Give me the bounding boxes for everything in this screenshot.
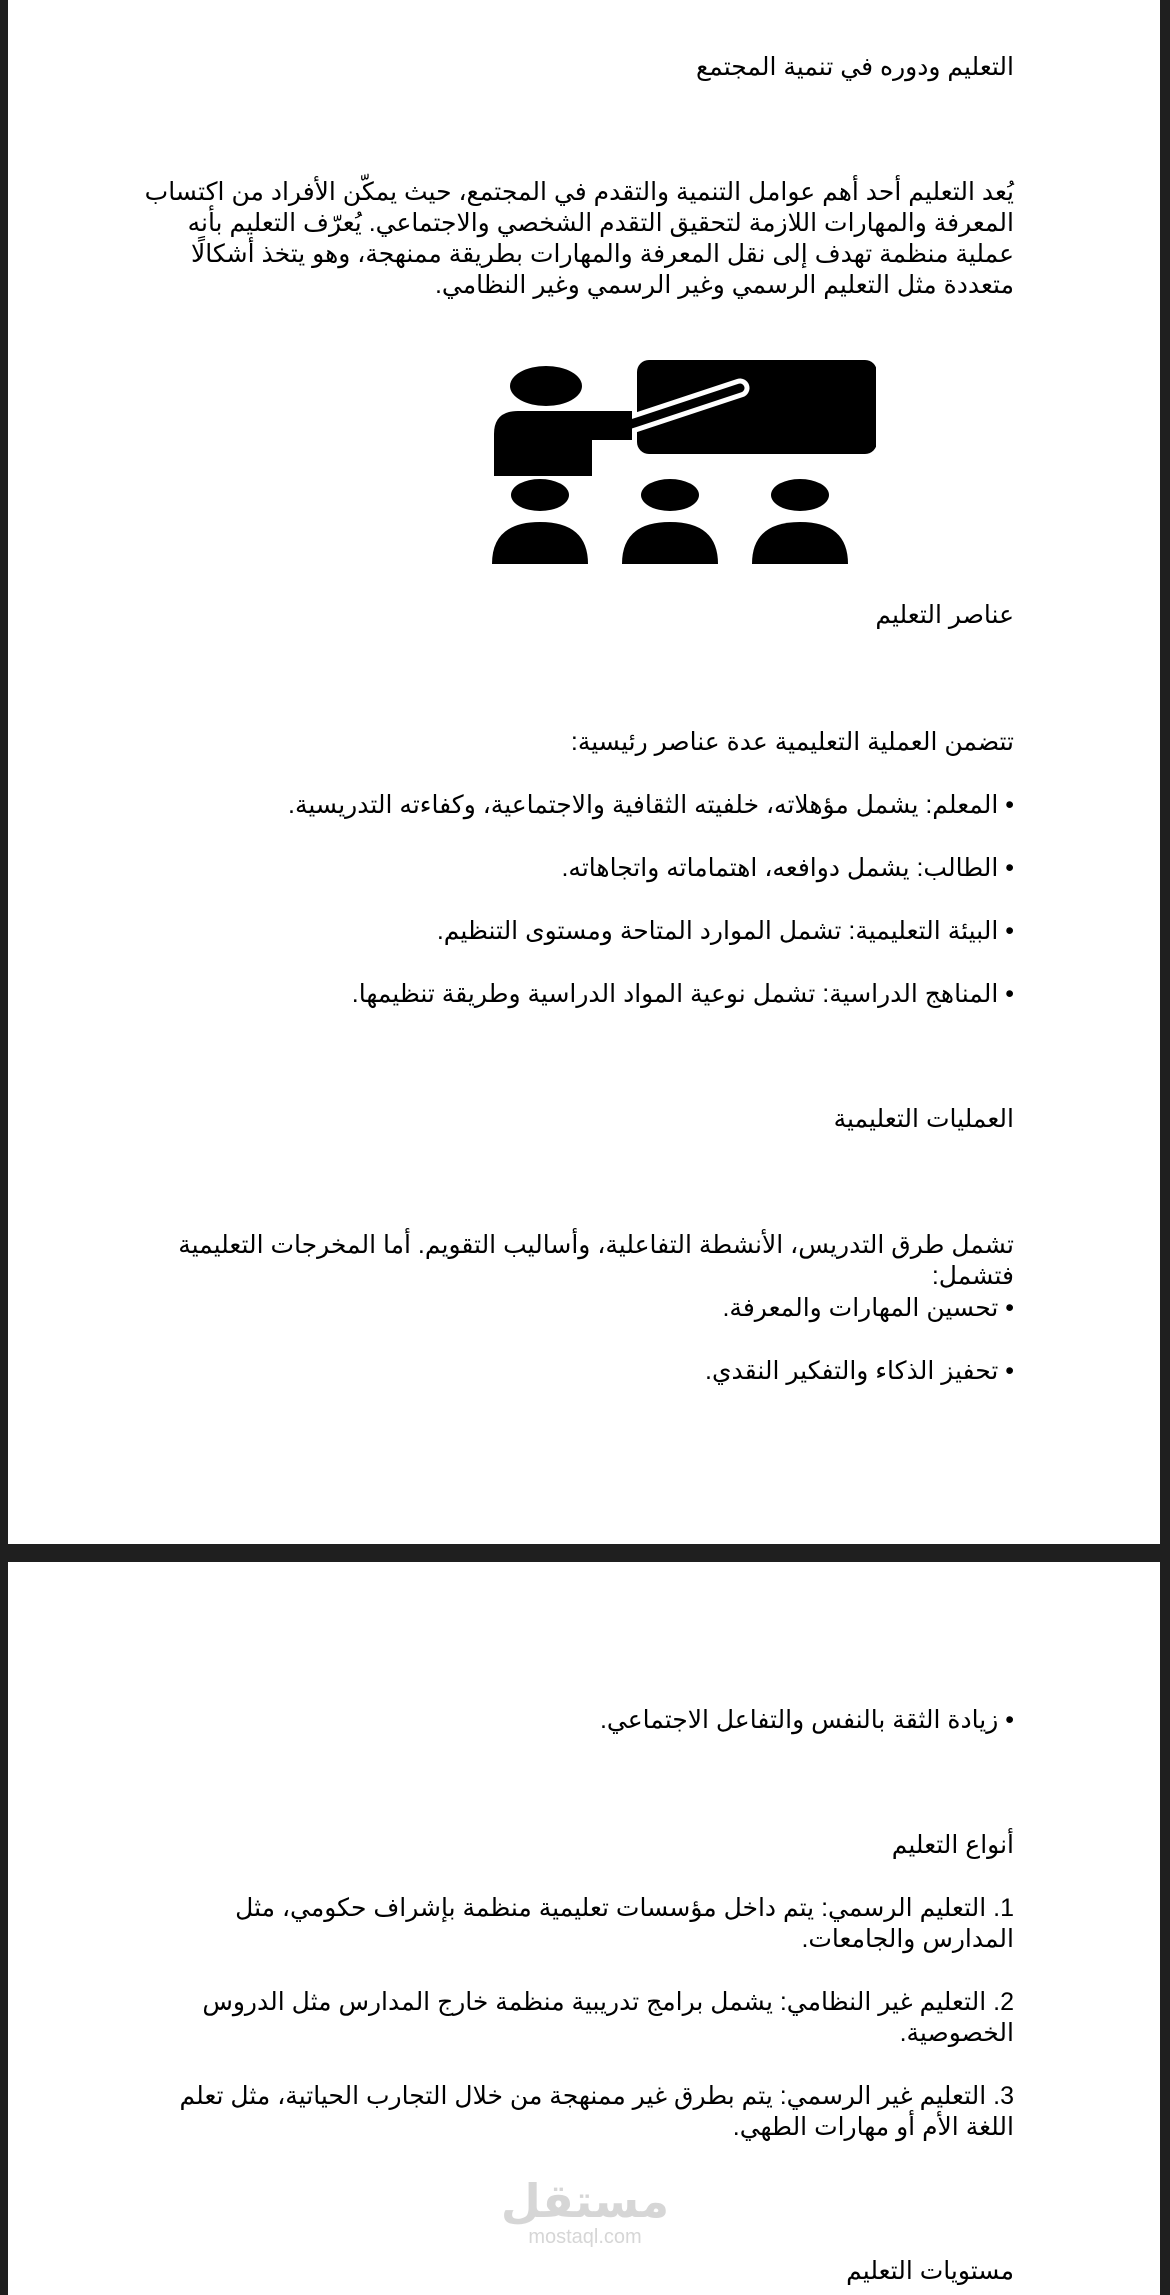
document-page-1 xyxy=(8,0,1160,1544)
list-item: 2. التعليم غير النظامي: يشمل برامج تدريبية منظمة خارج المدارس مثل الدروس الخصوصية. xyxy=(202,1988,1014,2047)
list-item: • تحفيز الذكاء والتفكير النقدي. xyxy=(134,1356,1014,1387)
list-item: 3. التعليم غير الرسمي: يتم بطرق غير ممنهجة من خلال التجارب الحياتية، مثل تعلم اللغة الأم أو مهارات الطهي. xyxy=(179,2082,1014,2141)
processes-heading: العمليات التعليمية xyxy=(833,1105,1014,1133)
list-item: • الطالب: يشمل دوافعه، اهتماماته واتجاهاته. xyxy=(134,853,1014,884)
list-item: • المعلم: يشمل مؤهلاته، خلفيته الثقافية والاجتماعية، وكفاءته التدريسية. xyxy=(134,790,1014,821)
document-page-2 xyxy=(8,1562,1160,2295)
watermark-url: mostaql.com xyxy=(528,2226,642,2248)
teacher-classroom-icon xyxy=(492,360,876,565)
mostaql-watermark xyxy=(500,2176,670,2248)
types-heading: أنواع التعليم xyxy=(891,1831,1014,1859)
watermark-logo-text: مستقل xyxy=(500,2175,670,2227)
list-item: • تحسين المهارات والمعرفة. xyxy=(134,1293,1014,1324)
outcomes-continued-item: • زيادة الثقة بالنفس والتفاعل الاجتماعي. xyxy=(134,1705,1014,1736)
elements-heading: عناصر التعليم xyxy=(875,601,1014,629)
levels-heading: مستويات التعليم xyxy=(846,2257,1014,2285)
document-title: التعليم ودوره في تنمية المجتمع xyxy=(695,53,1014,81)
intro-paragraph: يُعد التعليم أحد أهم عوامل التنمية والتقدم في المجتمع، حيث يمكّن الأفراد من اكتساب المعرفة والمهارات اللازمة لتحقيق التقدم الشخصي والاجتماعي. يُعرّف التعليم بأنه عملية منظمة تهدف إلى نقل المعرفة والمهارات بطريقة ممنهجة، وهو يتخذ أشكالًا متعددة مثل التعليم الرسمي وغير الرسمي وغير النظامي. xyxy=(144,178,1014,299)
list-item: 1. التعليم الرسمي: يتم داخل مؤسسات تعليمية منظمة بإشراف حكومي، مثل المدارس والجامعات. xyxy=(235,1894,1014,1953)
list-item: • المناهج الدراسية: تشمل نوعية المواد الدراسية وطريقة تنظيمها. xyxy=(134,979,1014,1010)
elements-intro: تتضمن العملية التعليمية عدة عناصر رئيسية: xyxy=(570,728,1014,756)
list-item: • البيئة التعليمية: تشمل الموارد المتاحة ومستوى التنظيم. xyxy=(134,916,1014,947)
processes-intro: تشمل طرق التدريس، الأنشطة التفاعلية، وأساليب التقويم. أما المخرجات التعليمية فتشمل: xyxy=(178,1231,1014,1290)
